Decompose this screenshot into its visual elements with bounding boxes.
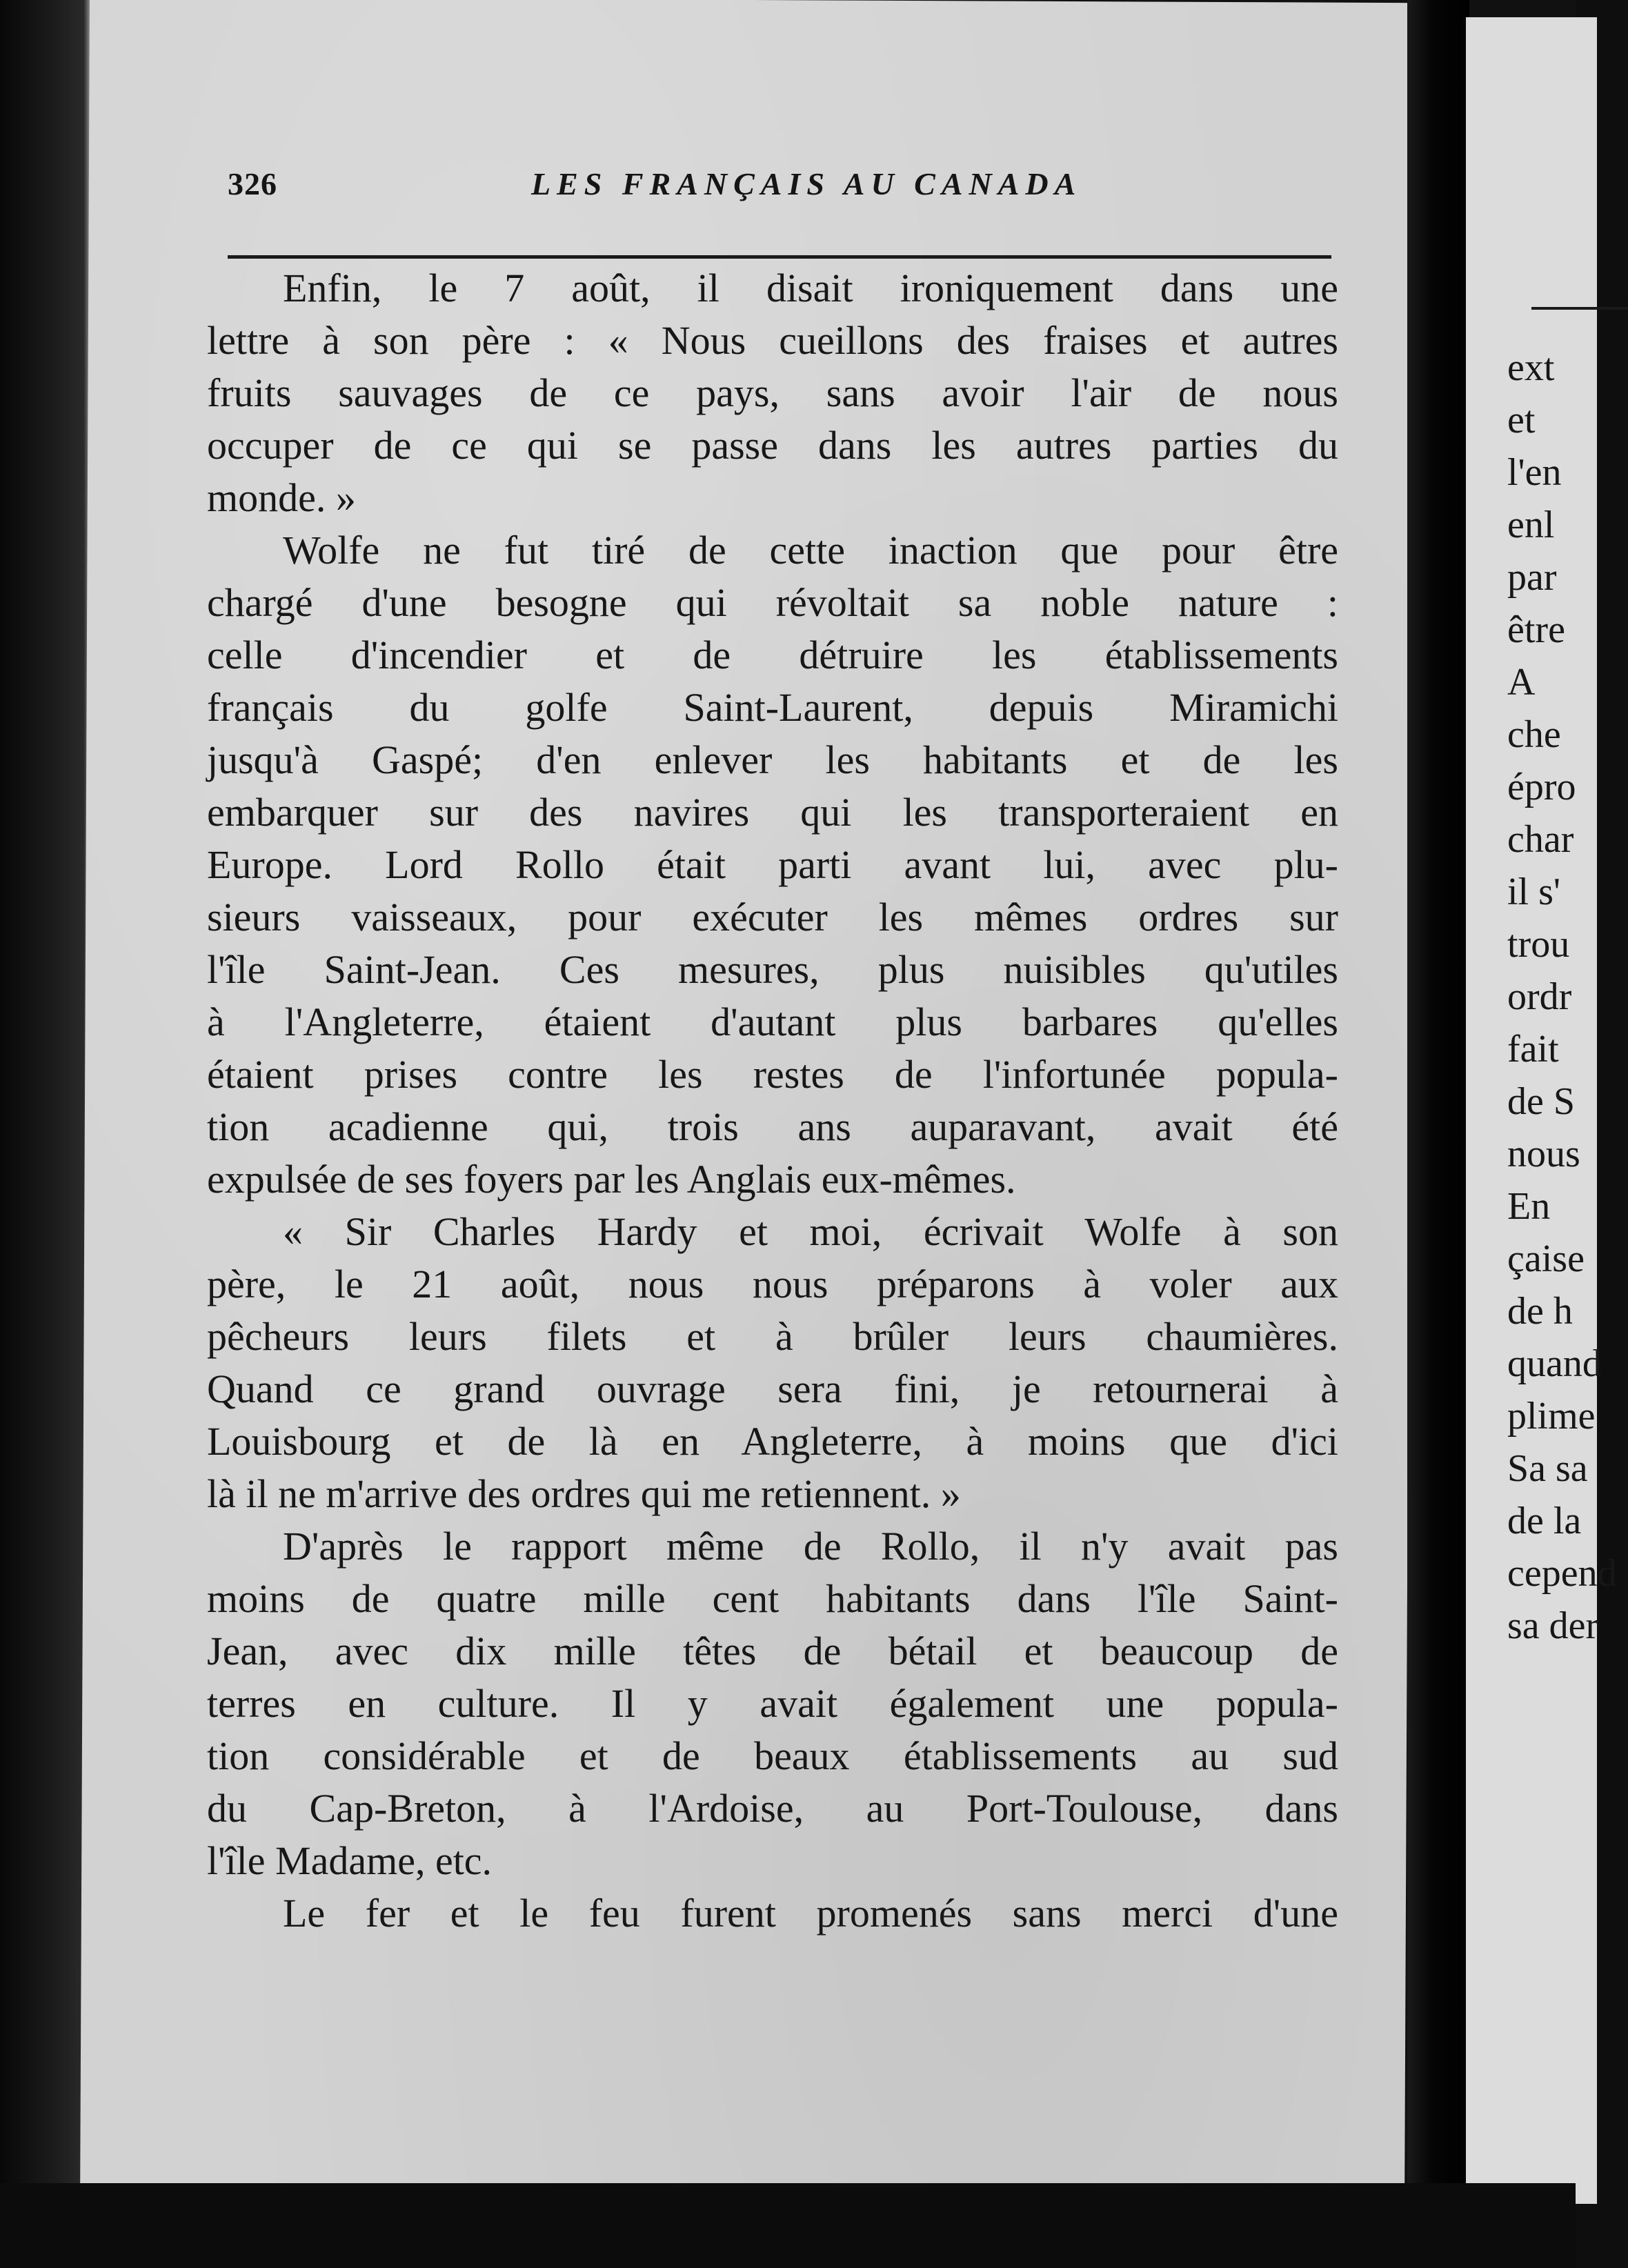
next-page-fragment: nous	[1507, 1133, 1580, 1175]
next-page-fragment: En	[1507, 1185, 1551, 1228]
text-line: tion acadienne qui, trois ans auparavant, avait été	[207, 1104, 1338, 1149]
book-left-edge	[0, 0, 93, 2268]
text-line: tion considérable et de beaux établissements au sud	[207, 1733, 1338, 1778]
text-line: Enfin, le 7 août, il disait ironiquement dans une	[283, 266, 1338, 310]
next-page-fragment: sa der	[1507, 1604, 1599, 1647]
next-page-fragment: par	[1507, 556, 1557, 599]
next-page-fragment: çaise	[1507, 1237, 1585, 1280]
text-line: Jean, avec dix mille têtes de bétail et beaucoup de	[207, 1629, 1338, 1673]
text-line: jusqu'à Gaspé; d'en enlever les habitants et de les	[207, 737, 1338, 782]
text-line: embarquer sur des navires qui les transporteraient en	[207, 790, 1338, 835]
next-page-fragment: Sa sa	[1507, 1447, 1588, 1490]
next-page-fragment: enl	[1507, 504, 1555, 546]
next-page-fragment: ext	[1507, 346, 1555, 389]
next-page-fragment: il s'	[1507, 871, 1560, 913]
text-line: celle d'incendier et de détruire les établissements	[207, 633, 1338, 677]
page-gutter	[1407, 0, 1469, 2268]
next-page-fragment: de la	[1507, 1500, 1582, 1542]
text-line: à l'Angleterre, étaient d'autant plus barbares qu'elles	[207, 999, 1338, 1044]
text-line: terres en culture. Il y avait également une popula-	[207, 1681, 1338, 1726]
next-page-fragment: et	[1507, 399, 1536, 441]
next-page-fragment: quand	[1507, 1342, 1602, 1385]
next-page-fragment: trou	[1507, 923, 1570, 966]
text-line: D'après le rapport même de Rollo, il n'y avait pas	[283, 1524, 1338, 1569]
body-text	[207, 262, 1338, 1940]
next-page-fragment: cepend	[1507, 1552, 1617, 1595]
text-line: Wolfe ne fut tiré de cette inaction que pour être	[283, 528, 1338, 573]
text-line: chargé d'une besogne qui révoltait sa noble nature :	[207, 580, 1338, 625]
text-line: étaient prises contre les restes de l'infortunée popula-	[207, 1052, 1338, 1097]
next-page-fragment: fait	[1507, 1028, 1559, 1071]
next-page-fragment: de S	[1507, 1080, 1575, 1123]
next-page-fragment: de h	[1507, 1290, 1573, 1333]
text-line: lettre à son père : « Nous cueillons des fraises et autres	[207, 318, 1338, 363]
next-page-fragment: l'en	[1507, 451, 1562, 494]
next-page-text	[1507, 341, 1617, 1652]
next-page-fragment: A	[1507, 661, 1536, 704]
text-line: « Sir Charles Hardy et moi, écrivait Wolfe à son	[283, 1209, 1338, 1254]
text-line: sieurs vaisseaux, pour exécuter les mêmes ordres sur	[207, 895, 1338, 939]
next-page-fragment: ordr	[1507, 975, 1572, 1018]
text-line: occuper de ce qui se passe dans les autres parties du	[207, 423, 1338, 468]
text-line: l'île Madame, etc.	[207, 1838, 493, 1883]
text-line: père, le 21 août, nous nous préparons à voler aux	[207, 1262, 1338, 1306]
next-page-fragment: che	[1507, 713, 1561, 756]
next-page-fragment: épro	[1507, 766, 1576, 808]
text-line: l'île Saint-Jean. Ces mesures, plus nuisibles qu'utiles	[207, 947, 1338, 992]
text-line: Louisbourg et de là en Angleterre, à moins que d'ici	[207, 1419, 1338, 1464]
page-number: 326	[228, 166, 277, 201]
running-head	[228, 166, 1345, 221]
text-line: moins de quatre mille cent habitants dans l'île Saint-	[207, 1576, 1338, 1621]
next-page-fragment: plime	[1507, 1395, 1596, 1438]
text-line: fruits sauvages de ce pays, sans avoir l'air de nous	[207, 370, 1338, 415]
text-line: monde. »	[207, 475, 356, 520]
text-line: là il ne m'arrive des ordres qui me retiennent. »	[207, 1471, 961, 1516]
text-line: Le fer et le feu furent promenés sans merci d'une	[283, 1891, 1338, 1936]
text-line: pêcheurs leurs filets et à brûler leurs chaumières.	[207, 1314, 1338, 1359]
next-page-fragment: char	[1507, 818, 1574, 861]
text-line: du Cap-Breton, à l'Ardoise, au Port-Toulouse, dans	[207, 1786, 1338, 1831]
text-line: Europe. Lord Rollo était parti avant lui, avec plu-	[207, 842, 1338, 887]
scan-bottom-edge	[0, 2183, 1576, 2268]
text-line: Quand ce grand ouvrage sera fini, je retournerai à	[207, 1366, 1338, 1411]
header-rule	[228, 255, 1331, 259]
text-line: expulsée de ses foyers par les Anglais eux-mêmes.	[207, 1157, 1016, 1202]
next-page-rule	[1531, 307, 1628, 310]
text-line: français du golfe Saint-Laurent, depuis Miramichi	[207, 685, 1338, 730]
next-page-sliver	[1466, 17, 1617, 2204]
next-page-fragment: être	[1507, 608, 1565, 651]
running-title: LES FRANÇAIS AU CANADA	[531, 166, 1082, 201]
